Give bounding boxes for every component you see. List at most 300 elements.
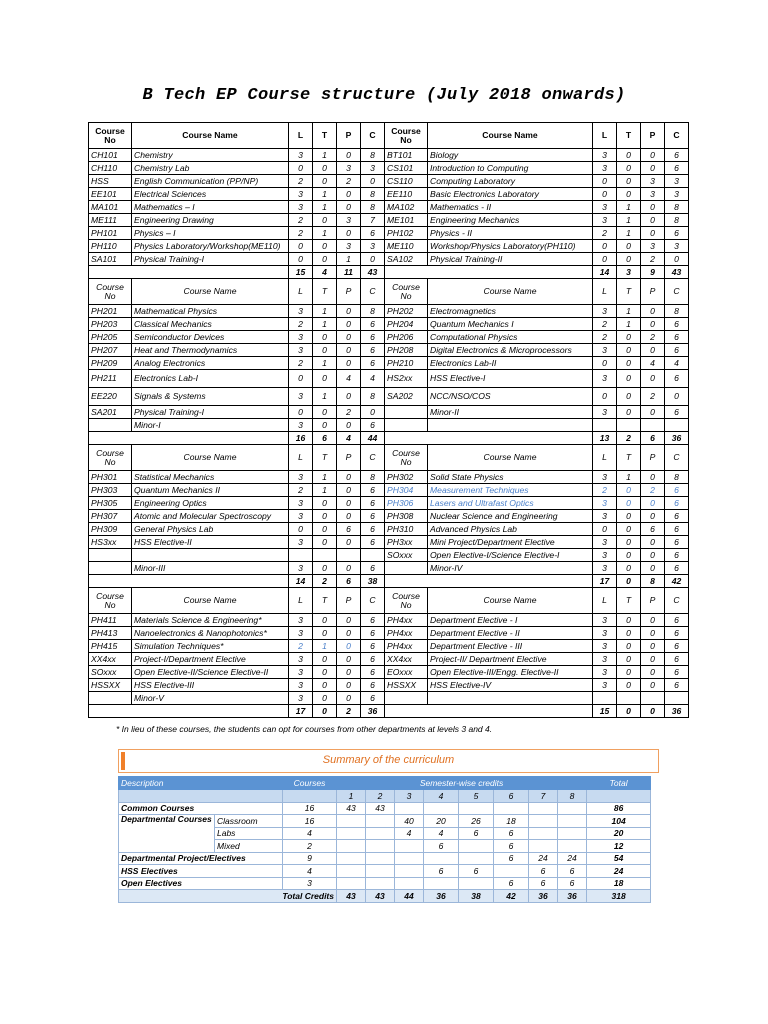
summary-blank-cell: [119, 790, 283, 803]
total-cell: 6: [337, 575, 361, 588]
table-cell: 8: [361, 201, 385, 214]
summary-credit: [395, 840, 424, 853]
column-header: T: [313, 123, 337, 149]
table-cell: Department Elective - II: [428, 627, 593, 640]
table-cell: 3: [641, 175, 665, 188]
summary-credit: [395, 865, 424, 878]
table-cell: Department Elective - I: [428, 614, 593, 627]
table-cell: 0: [593, 175, 617, 188]
table-cell: 1: [617, 227, 641, 240]
table-cell: [385, 419, 428, 432]
column-header: P: [337, 279, 361, 305]
table-cell: 3: [593, 214, 617, 227]
table-cell: PH309: [89, 523, 132, 536]
total-cell: 15: [289, 266, 313, 279]
table-cell: 6: [361, 484, 385, 497]
table-cell: Introduction to Computing: [428, 162, 593, 175]
column-header: C: [665, 279, 689, 305]
table-cell: Minor-V: [132, 692, 289, 705]
table-cell: 0: [641, 305, 665, 318]
column-header: C: [665, 123, 689, 149]
table-cell: 6: [665, 331, 689, 344]
summary-credit: 4: [395, 827, 424, 840]
table-cell: Project-II/ Department Elective: [428, 653, 593, 666]
table-cell: NCC/NSO/COS: [428, 388, 593, 406]
summary-header-row: [119, 777, 651, 790]
total-cell: 16: [289, 432, 313, 445]
table-cell: PH209: [89, 357, 132, 370]
table-cell: [617, 419, 641, 432]
table-row: [89, 549, 689, 562]
column-header: L: [593, 279, 617, 305]
table-cell: XX4xx: [385, 653, 428, 666]
table-cell: HSS Elective-I: [428, 370, 593, 388]
table-cell: 8: [665, 305, 689, 318]
column-header: P: [337, 588, 361, 614]
summary-table: [118, 776, 651, 903]
table-cell: 2: [593, 331, 617, 344]
total-cell: 14: [593, 266, 617, 279]
summary-credit: 43: [366, 802, 395, 815]
table-cell: 0: [313, 536, 337, 549]
table-cell: 0: [337, 692, 361, 705]
table-row: [89, 357, 689, 370]
table-cell: PH211: [89, 370, 132, 388]
summary-credit: [366, 877, 395, 890]
table-row: [89, 497, 689, 510]
table-cell: 2: [337, 406, 361, 419]
summary-credit: 38: [459, 890, 494, 903]
table-cell: 6: [665, 627, 689, 640]
summary-label: Open Electives: [119, 877, 283, 890]
column-header: T: [617, 445, 641, 471]
table-cell: PH201: [89, 305, 132, 318]
summary-credit: [459, 852, 494, 865]
table-cell: 0: [617, 549, 641, 562]
table-cell: 2: [289, 214, 313, 227]
total-label-cell: [89, 266, 289, 279]
summary-total: 54: [587, 852, 651, 865]
total-cell: 42: [665, 575, 689, 588]
summary-credit: [366, 827, 395, 840]
table-cell: 6: [361, 227, 385, 240]
table-cell: BT101: [385, 149, 428, 162]
table-cell: 0: [617, 388, 641, 406]
total-cell: 2: [617, 432, 641, 445]
table-cell: 3: [289, 510, 313, 523]
table-cell: 0: [617, 510, 641, 523]
table-cell: 6: [361, 640, 385, 653]
table-cell: 1: [313, 305, 337, 318]
total-cell: 0: [617, 575, 641, 588]
table-cell: Simulation Techniques*: [132, 640, 289, 653]
summary-credit: [529, 802, 558, 815]
summary-credit: [337, 865, 366, 878]
summary-courses: 9: [283, 852, 337, 865]
table-cell: 0: [337, 471, 361, 484]
column-header: Course Name: [428, 123, 593, 149]
table-cell: SA202: [385, 388, 428, 406]
table-cell: 3: [289, 653, 313, 666]
table-cell: 0: [313, 523, 337, 536]
summary-credit: [395, 802, 424, 815]
table-cell: 4: [337, 370, 361, 388]
table-cell: [428, 692, 593, 705]
table-cell: 1: [313, 227, 337, 240]
total-cell: 36: [665, 432, 689, 445]
table-cell: Computing Laboratory: [428, 175, 593, 188]
table-cell: ME110: [385, 240, 428, 253]
table-cell: PH415: [89, 640, 132, 653]
table-cell: 3: [593, 471, 617, 484]
table-cell: 0: [617, 344, 641, 357]
table-cell: 0: [289, 406, 313, 419]
table-cell: 0: [641, 406, 665, 419]
column-header: C: [665, 445, 689, 471]
table-cell: PH307: [89, 510, 132, 523]
table-cell: 3: [593, 149, 617, 162]
table-cell: HSS Elective-III: [132, 679, 289, 692]
total-cell: 9: [641, 266, 665, 279]
table-cell: 3: [593, 406, 617, 419]
table-cell: XX4xx: [89, 653, 132, 666]
total-label-cell: [89, 705, 289, 718]
table-cell: [289, 549, 313, 562]
table-cell: HSSXX: [89, 679, 132, 692]
table-cell: 0: [361, 175, 385, 188]
table-cell: 6: [337, 523, 361, 536]
column-header: P: [337, 445, 361, 471]
table-cell: ME111: [89, 214, 132, 227]
table-cell: 0: [593, 357, 617, 370]
table-cell: [428, 419, 593, 432]
table-cell: SOxxx: [385, 549, 428, 562]
table-cell: 3: [289, 497, 313, 510]
table-cell: 3: [289, 692, 313, 705]
summary-credit: 4: [424, 827, 459, 840]
summary-row-total-credits: [119, 890, 651, 903]
table-cell: 3: [593, 305, 617, 318]
table-cell: 0: [665, 388, 689, 406]
course-table-body: [89, 123, 689, 718]
summary-credit: [494, 865, 529, 878]
table-cell: Physics - II: [428, 227, 593, 240]
summary-row-project: [119, 852, 651, 865]
table-cell: 1: [313, 188, 337, 201]
column-header: Course No: [385, 123, 428, 149]
table-cell: 2: [641, 331, 665, 344]
table-cell: MA101: [89, 201, 132, 214]
table-row: [89, 388, 689, 406]
semester-number: 4: [424, 790, 459, 803]
table-cell: 0: [665, 253, 689, 266]
semester-total-row: [89, 575, 689, 588]
table-cell: 6: [665, 497, 689, 510]
table-cell: Minor-II: [428, 406, 593, 419]
table-row: [89, 201, 689, 214]
table-cell: 2: [289, 318, 313, 331]
column-header: C: [361, 588, 385, 614]
table-cell: PH208: [385, 344, 428, 357]
table-cell: 6: [665, 562, 689, 575]
total-cell: 2: [313, 575, 337, 588]
table-row: [89, 149, 689, 162]
table-cell: 0: [313, 419, 337, 432]
total-cell: 2: [337, 705, 361, 718]
column-header: Course Name: [428, 588, 593, 614]
column-header: Course No: [89, 279, 132, 305]
table-row: [89, 344, 689, 357]
table-cell: 0: [313, 653, 337, 666]
summary-credit: [529, 827, 558, 840]
table-cell: [89, 692, 132, 705]
table-cell: Nuclear Science and Engineering: [428, 510, 593, 523]
summary-credit: [366, 815, 395, 828]
table-cell: HSS Elective-II: [132, 536, 289, 549]
table-cell: 6: [641, 523, 665, 536]
column-header: Course No: [89, 123, 132, 149]
summary-head-semester: Semester-wise credits: [337, 777, 587, 790]
table-cell: 1: [617, 305, 641, 318]
table-cell: 0: [313, 406, 337, 419]
table-cell: 8: [665, 214, 689, 227]
table-cell: 0: [313, 627, 337, 640]
table-cell: 8: [665, 201, 689, 214]
summary-credit: [395, 852, 424, 865]
summary-credit: [459, 802, 494, 815]
table-row: [89, 640, 689, 653]
summary-credit: [366, 840, 395, 853]
table-row: [89, 510, 689, 523]
table-cell: 3: [337, 240, 361, 253]
table-cell: PH304: [385, 484, 428, 497]
table-header-row: [89, 279, 689, 305]
table-cell: 0: [337, 201, 361, 214]
table-cell: Open Elective-I/Science Elective-I: [428, 549, 593, 562]
table-cell: PH302: [385, 471, 428, 484]
summary-credit: 6: [459, 827, 494, 840]
summary-head-courses: Courses: [283, 777, 337, 790]
table-cell: 0: [617, 627, 641, 640]
table-cell: 0: [641, 562, 665, 575]
table-cell: 6: [361, 692, 385, 705]
table-cell: 1: [313, 471, 337, 484]
table-cell: 3: [593, 497, 617, 510]
summary-label: Common Courses: [119, 802, 283, 815]
summary-courses: 4: [283, 827, 337, 840]
table-cell: 3: [593, 627, 617, 640]
table-cell: 0: [289, 370, 313, 388]
table-cell: 0: [313, 614, 337, 627]
table-cell: 0: [313, 214, 337, 227]
table-cell: PH3xx: [385, 536, 428, 549]
table-cell: EE220: [89, 388, 132, 406]
table-cell: 0: [337, 536, 361, 549]
table-cell: 0: [617, 666, 641, 679]
table-cell: Mathematics - II: [428, 201, 593, 214]
table-cell: 0: [313, 344, 337, 357]
semester-number: 6: [494, 790, 529, 803]
table-cell: PH206: [385, 331, 428, 344]
table-cell: 0: [641, 201, 665, 214]
table-cell: 3: [361, 240, 385, 253]
table-cell: 0: [313, 253, 337, 266]
table-cell: Classical Mechanics: [132, 318, 289, 331]
table-cell: 0: [641, 679, 665, 692]
total-cell: 36: [665, 705, 689, 718]
column-header: P: [641, 279, 665, 305]
table-cell: 3: [289, 666, 313, 679]
table-cell: 0: [617, 562, 641, 575]
table-cell: 3: [593, 370, 617, 388]
table-row: [89, 484, 689, 497]
table-cell: 6: [665, 344, 689, 357]
table-cell: Chemistry Lab: [132, 162, 289, 175]
summary-total: 86: [587, 802, 651, 815]
table-row: [89, 253, 689, 266]
table-cell: 0: [337, 484, 361, 497]
column-header: Course No: [89, 445, 132, 471]
table-cell: Statistical Mechanics: [132, 471, 289, 484]
table-cell: [641, 692, 665, 705]
table-cell: SA102: [385, 253, 428, 266]
table-cell: CH101: [89, 149, 132, 162]
column-header: C: [361, 279, 385, 305]
table-cell: 6: [361, 344, 385, 357]
summary-credit: [424, 852, 459, 865]
table-cell: 3: [361, 162, 385, 175]
table-cell: 0: [337, 614, 361, 627]
table-cell: 0: [617, 679, 641, 692]
table-cell: [89, 419, 132, 432]
summary-sublabel: Mixed: [215, 840, 283, 853]
table-cell: [593, 419, 617, 432]
summary-credit: [424, 802, 459, 815]
column-header: P: [337, 123, 361, 149]
table-cell: 0: [337, 318, 361, 331]
column-header: L: [289, 445, 313, 471]
summary-total: 18: [587, 877, 651, 890]
page-title: B Tech EP Course structure (July 2018 onwards): [142, 86, 626, 105]
table-cell: 0: [641, 653, 665, 666]
table-cell: Biology: [428, 149, 593, 162]
table-cell: 2: [289, 357, 313, 370]
table-cell: [385, 692, 428, 705]
table-cell: 0: [337, 149, 361, 162]
table-cell: 1: [313, 201, 337, 214]
column-header: C: [665, 588, 689, 614]
summary-credit: 36: [424, 890, 459, 903]
summary-credit: 6: [558, 877, 587, 890]
column-header: Course No: [89, 588, 132, 614]
table-cell: 3: [289, 305, 313, 318]
table-cell: 3: [337, 214, 361, 227]
column-header: Course No: [385, 279, 428, 305]
table-cell: 0: [641, 614, 665, 627]
column-header: Course Name: [132, 588, 289, 614]
summary-head-total: Total: [587, 777, 651, 790]
table-cell: 6: [361, 536, 385, 549]
column-header: Course Name: [428, 279, 593, 305]
summary-semester-row: [119, 790, 651, 803]
table-row: [89, 406, 689, 419]
table-cell: 6: [361, 510, 385, 523]
table-cell: 0: [617, 331, 641, 344]
table-cell: 6: [665, 162, 689, 175]
column-header: Course Name: [132, 123, 289, 149]
table-cell: 0: [337, 344, 361, 357]
table-cell: Physical Training-I: [132, 406, 289, 419]
table-cell: EE110: [385, 188, 428, 201]
table-cell: CS101: [385, 162, 428, 175]
table-cell: Chemistry: [132, 149, 289, 162]
table-cell: 0: [337, 331, 361, 344]
table-cell: Engineering Mechanics: [428, 214, 593, 227]
column-header: T: [617, 123, 641, 149]
table-cell: 6: [665, 679, 689, 692]
table-cell: 8: [665, 471, 689, 484]
total-cell: 3: [617, 266, 641, 279]
table-cell: HS3xx: [89, 536, 132, 549]
column-header: P: [641, 588, 665, 614]
table-cell: 0: [617, 149, 641, 162]
table-cell: 3: [593, 666, 617, 679]
summary-grand-total: 318: [587, 890, 651, 903]
table-row: [89, 318, 689, 331]
table-cell: 0: [617, 497, 641, 510]
table-cell: 4: [641, 357, 665, 370]
semester-total-row: [89, 432, 689, 445]
table-header-row: [89, 123, 689, 149]
table-cell: PH413: [89, 627, 132, 640]
table-cell: Minor-I: [132, 419, 289, 432]
table-cell: 0: [617, 536, 641, 549]
table-cell: 0: [641, 627, 665, 640]
table-cell: 2: [641, 253, 665, 266]
table-cell: 0: [641, 227, 665, 240]
table-cell: 0: [641, 318, 665, 331]
column-header: Course Name: [428, 445, 593, 471]
table-cell: 0: [593, 388, 617, 406]
total-label-cell: [385, 575, 593, 588]
summary-credit: [337, 840, 366, 853]
table-cell: 6: [361, 666, 385, 679]
table-cell: 0: [641, 536, 665, 549]
table-header-row: [89, 588, 689, 614]
table-cell: 0: [289, 523, 313, 536]
total-cell: 15: [593, 705, 617, 718]
table-cell: 0: [617, 162, 641, 175]
summary-blank-cell: [283, 790, 337, 803]
table-cell: Mathematics – I: [132, 201, 289, 214]
table-cell: PH110: [89, 240, 132, 253]
table-cell: HSS Elective-IV: [428, 679, 593, 692]
table-cell: PH4xx: [385, 640, 428, 653]
table-cell: PH308: [385, 510, 428, 523]
table-cell: Signals & Systems: [132, 388, 289, 406]
table-cell: 3: [289, 388, 313, 406]
summary-credit: 6: [494, 852, 529, 865]
summary-credit: 24: [529, 852, 558, 865]
total-cell: 38: [361, 575, 385, 588]
summary-credit: 43: [337, 802, 366, 815]
table-cell: 0: [641, 149, 665, 162]
table-cell: 1: [617, 471, 641, 484]
table-cell: 3: [289, 188, 313, 201]
table-cell: 0: [593, 240, 617, 253]
table-cell: 0: [337, 653, 361, 666]
table-cell: 0: [593, 188, 617, 201]
